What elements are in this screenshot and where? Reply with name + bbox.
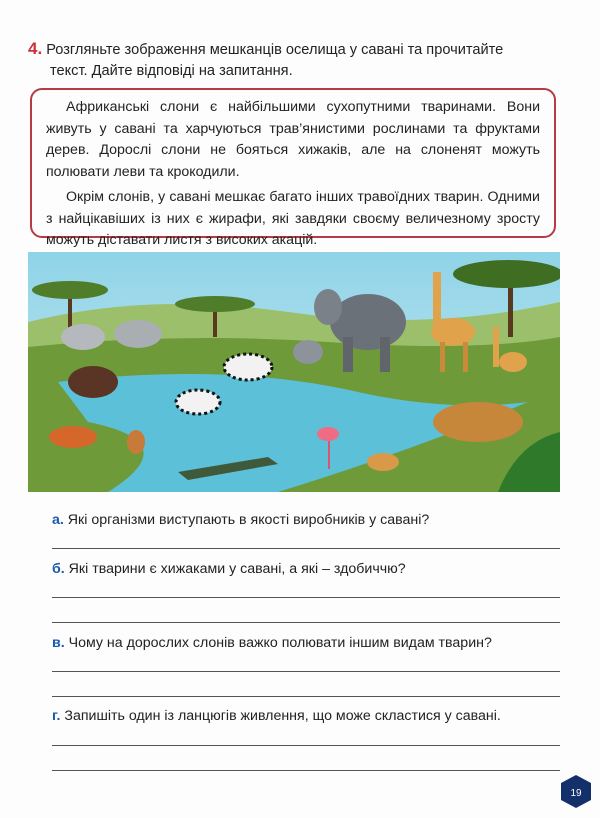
paragraph: Окрім слонів, у савані мешкає багато інших травоїдних тварин. Одними з найцікавіших із них є жирафи, які завдяки своєму величезному зросту можуть діставати листя з високих акацій. bbox=[46, 189, 540, 248]
answer-line[interactable] bbox=[52, 745, 560, 746]
task-number: 4. bbox=[28, 39, 43, 58]
page-number-badge bbox=[561, 775, 591, 808]
question-a: а. Які організми виступають в якості виробників у савані? bbox=[52, 512, 430, 528]
savanna-illustration bbox=[28, 252, 560, 492]
question-b: б. Які тварини є хижаками у савані, а які – здобиччю? bbox=[52, 561, 406, 577]
question-g: г. Запишіть один із ланцюгів живлення, що може скластися у савані. bbox=[52, 708, 501, 724]
answer-line[interactable] bbox=[52, 597, 560, 598]
task-text-line1: Розгляньте зображення мешканців оселища у савані та прочитайте bbox=[46, 42, 504, 58]
question-v: в. Чому на дорослих слонів важко полювати іншим видам тварин? bbox=[52, 635, 492, 651]
paragraph: Африканські слони є найбільшими сухопутними тваринами. Вони живуть у савані та харчуються трав’янистими рослинами та фруктами дерев. Дорослі слони не бояться хижаків, але на слоненят можуть полювати леви та крокодили. bbox=[46, 99, 540, 180]
answer-line[interactable] bbox=[52, 696, 560, 697]
buffalo-icon bbox=[68, 366, 118, 398]
answer-line[interactable] bbox=[52, 770, 560, 771]
answer-line[interactable] bbox=[52, 671, 560, 672]
answer-line[interactable] bbox=[52, 548, 560, 549]
answer-line[interactable] bbox=[52, 622, 560, 623]
page-number: 19 bbox=[570, 788, 582, 799]
task-text-line2: текст. Дайте відповіді на запитання. bbox=[50, 63, 293, 79]
reading-text-box bbox=[30, 88, 556, 248]
task-instruction bbox=[28, 38, 560, 82]
